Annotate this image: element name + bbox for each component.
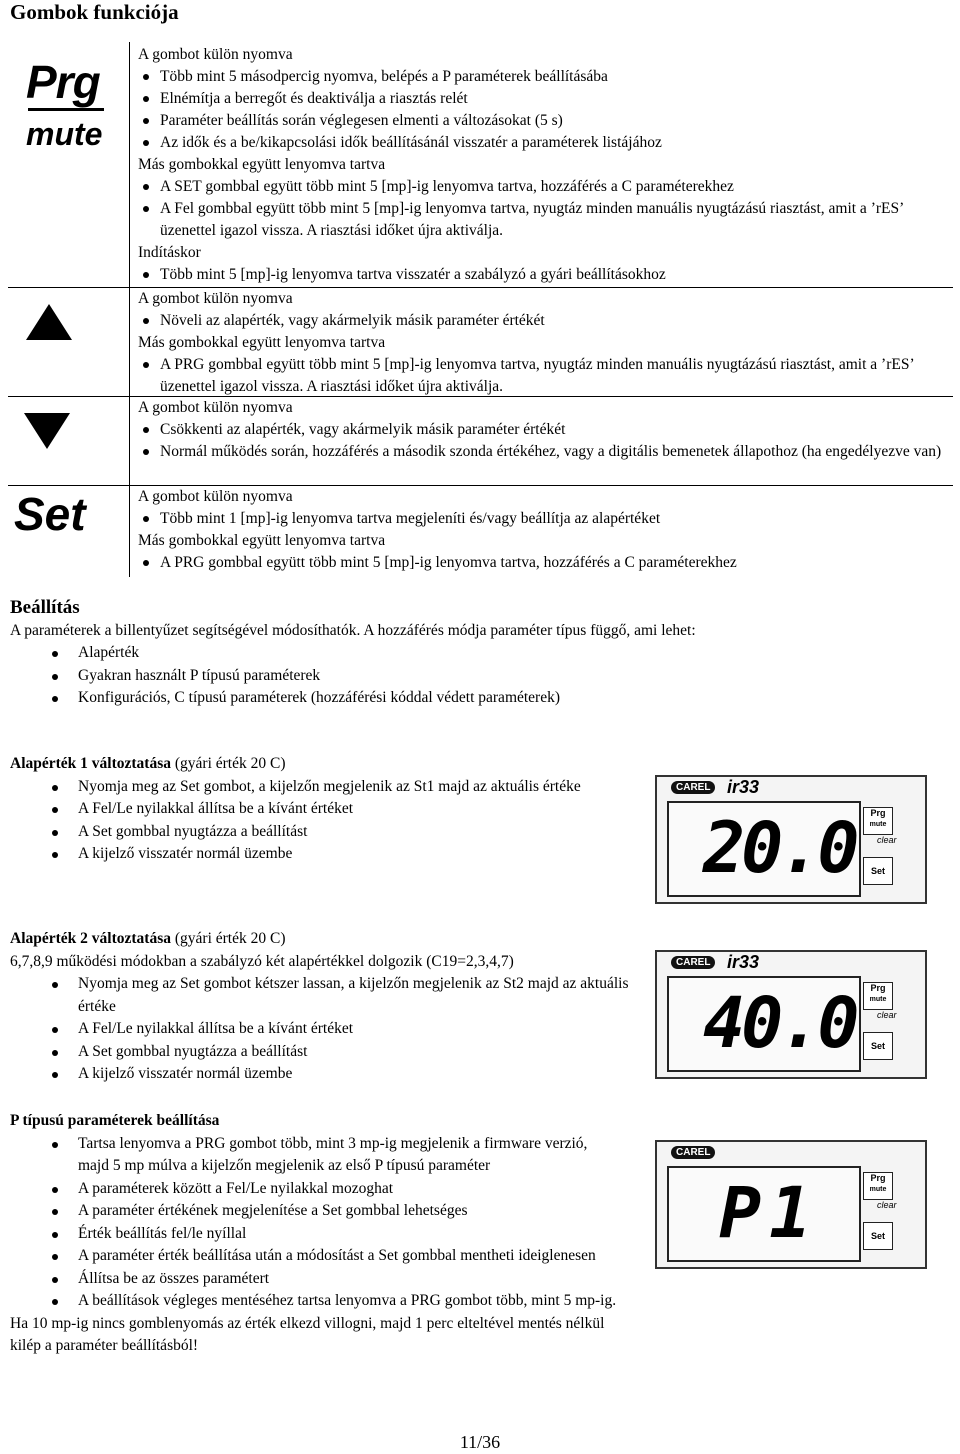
alap2-section: Alapérték 2 változtatása (gyári érték 20 C) 6,7,8,9 működési módokban a szabályzó két alapértékkel dolgozik (C19=2,3,4,7) Nyomja meg az Set gombot kétszer lassan, a kijelzőn megjelenik az St2 majd az aktuális értéke A Fel/Le nyilakkal állítsa be a kívánt értéket A Set gombbal nyugtázza a beállítást A kijelző visszatér normál üzembe xyxy=(10,928,640,1086)
list-item: A Fel/Le nyilakkal állítsa be a kívánt értéket xyxy=(10,798,640,821)
section-title: Alapérték 1 változtatása (gyári érték 20 C) xyxy=(10,755,286,772)
panel-brand: CAREL xyxy=(671,781,715,794)
alap1-section xyxy=(10,753,640,866)
section-title: Beállítás xyxy=(10,597,80,618)
list-item: A PRG gombbal együtt több mint 5 [mp]-ig lenyomva tartva, nyugtáz minden manuális nyugtázású riasztást, amit a ’rES’ üzenettel igazol vissza. A riasztási időket újra aktiválja. xyxy=(138,354,948,398)
set-description: A gombot külön nyomva Több mint 1 [mp]-ig lenyomva tartva megjeleníti és/vagy beállítja az alapértéket Más gombokkal együtt lenyomva tartva A PRG gombbal együtt több mint 5 [mp]-ig lenyomva tartva, hozzáférés a C paraméterekhez xyxy=(138,486,948,574)
set-icon: Set xyxy=(14,488,86,540)
table-row-down xyxy=(8,397,953,486)
set-button[interactable]: Set xyxy=(863,1222,893,1250)
list-item: Több mint 5 [mp]-ig lenyomva tartva visszatér a szabályzó a gyári beállításokhoz xyxy=(138,264,948,286)
list-item: Állítsa be az összes paramétert xyxy=(10,1268,620,1291)
ptipus-section: P típusú paraméterek beállítása Tartsa lenyomva a PRG gombot több, mint 3 mp-ig megjelenik a firmware verzió, majd 5 mp múlva a kijelzőn megjelenik az első P típusú paraméter A paraméterek között a Fel/Le nyilakkal mozoghat A paraméter értékének megjelenítése a Set gombbal lehetséges Érték beállítás fel/le nyíllal A paraméter érték beállítása után a módosítást a Set gombbal mentheti ideiglenesen Állítsa be az összes paramétert A beállítások végleges mentéséhez tartsa lenyomva a PRG gombot több, mint 5 mp-ig. Ha 10 mp-ig nincs gomblenyomás az érték elkezd villogni, majd 1 perc elteltével mentés nélkül kilép a paraméter beállításból! xyxy=(10,1110,950,1358)
prg-button[interactable]: Prg mute xyxy=(863,982,893,1010)
clear-label: clear xyxy=(877,1010,897,1020)
panel-model: ir33 xyxy=(727,952,760,972)
list-item: Növeli az alapérték, vagy akármelyik másik paraméter értékét xyxy=(138,310,948,332)
list-item: A kijelző visszatér normál üzembe xyxy=(10,843,640,866)
list-item: Elnémítja a berregőt és deaktiválja a riasztás relét xyxy=(138,88,948,110)
list-item: A Fel/Le nyilakkal állítsa be a kívánt értéket xyxy=(10,1018,640,1041)
up-description: A gombot külön nyomva Növeli az alapérték, vagy akármelyik másik paraméter értékét Más gombokkal együtt lenyomva tartva A PRG gombbal együtt több mint 5 [mp]-ig lenyomva tartva, nyugtáz minden manuális nyugtázású riasztást, amit a ’rES’ üzenettel igazol vissza. A riasztási időket újra aktiválja. xyxy=(138,288,948,398)
down-description: A gombot külön nyomva Csökkenti az alapérték, vagy akármelyik másik paraméter értékét Normál működés során, hozzáférés a második szonda értékéhez, vagy a digitális bemenetek állapothoz (ha engedélyezve van) xyxy=(138,397,948,463)
section-title: P típusú paraméterek beállítása xyxy=(10,1112,220,1129)
device-panel-2 xyxy=(655,950,927,1079)
set-button[interactable]: Set xyxy=(863,1032,893,1060)
list-item: Normál működés során, hozzáférés a második szonda értékéhez, vagy a digitális bemenetek állapothoz (ha engedélyezve van) xyxy=(138,441,948,463)
list-item: A paraméter értékének megjelenítése a Set gombbal lehetséges xyxy=(10,1200,620,1223)
list-item: A paraméter érték beállítása után a módosítást a Set gombbal mentheti ideiglenesen xyxy=(10,1245,620,1268)
panel-brand: CAREL xyxy=(671,1146,715,1159)
section-title: Alapérték 2 változtatása (gyári érték 20 C) xyxy=(10,930,286,947)
prg-description: A gombot külön nyomva Több mint 5 másodpercig nyomva, belépés a P paraméterek beállításába Elnémítja a berregőt és deaktiválja a riasztás relét Paraméter beállítás során véglegesen elmenti a változásokat (5 s) Az idők és a be/kikapcsolási idők beállításánál visszatér a paraméterek listájához Más gombokkal együtt lenyomva tartva A SET gombbal együtt több mint 5 [mp]-ig lenyomva tartva, hozzáférés a C paraméterekhez A Fel gombbal együtt több mint 5 [mp]-ig lenyomva tartva, nyugtáz minden manuális nyugtázású riasztást, amit a ’rES’ üzenettel igazol vissza. A riasztási időket újra aktiválja. Indításkor Több mint 5 [mp]-ig lenyomva tartva visszatér a szabályzó a gyári beállításokhoz xyxy=(138,44,948,286)
prg-button[interactable]: Prg mute xyxy=(863,1172,893,1200)
prg-button[interactable]: Prg mute xyxy=(863,807,893,835)
panel-model: ir33 xyxy=(727,777,760,797)
set-button[interactable]: Set xyxy=(863,857,893,885)
list-item: Nyomja meg az Set gombot, a kijelzőn megjelenik az St1 majd az aktuális értéke xyxy=(10,776,640,799)
panel-display: P1 xyxy=(667,1166,861,1262)
page-number: 11/36 xyxy=(459,1432,501,1452)
list-item: Több mint 5 másodpercig nyomva, belépés a P paraméterek beállításába xyxy=(138,66,948,88)
panel-display: 40.0 xyxy=(667,976,861,1072)
clear-label: clear xyxy=(877,1200,897,1210)
list-item: Több mint 1 [mp]-ig lenyomva tartva megjeleníti és/vagy beállítja az alapértéket xyxy=(138,508,948,530)
list-item: A PRG gombbal együtt több mint 5 [mp]-ig lenyomva tartva, hozzáférés a C paraméterekhez xyxy=(138,552,948,574)
list-item: A paraméterek között a Fel/Le nyilakkal mozoghat xyxy=(10,1178,620,1201)
list-item: A kijelző visszatér normál üzembe xyxy=(10,1063,640,1086)
table-row-prg xyxy=(8,42,953,288)
list-item: Csökkenti az alapérték, vagy akármelyik másik paraméter értékét xyxy=(138,419,948,441)
clear-label: clear xyxy=(877,835,897,845)
list-item: A beállítások végleges mentéséhez tartsa lenyomva a PRG gombot több, mint 5 mp-ig. xyxy=(10,1290,620,1313)
device-panel-3 xyxy=(655,1140,927,1269)
list-item: Érték beállítás fel/le nyíllal xyxy=(10,1223,620,1246)
panel-brand: CAREL xyxy=(671,956,715,969)
list-item: A Set gombbal nyugtázza a beállítást xyxy=(10,1041,640,1064)
list-item: Konfigurációs, C típusú paraméterek (hozzáférési kóddal védett paraméterek) xyxy=(10,687,950,710)
list-item: A Fel gombbal együtt több mint 5 [mp]-ig lenyomva tartva, nyugtáz minden manuális nyugtázású riasztást, amit a ’rES’ üzenettel igazol vissza. A riasztási időket újra aktiválja. xyxy=(138,198,948,242)
table-row-set xyxy=(8,486,953,576)
list-item: Nyomja meg az Set gombot kétszer lassan, a kijelzőn megjelenik az St2 majd az aktuális értéke xyxy=(10,973,640,1018)
device-panel-1 xyxy=(655,775,927,904)
up-arrow-icon xyxy=(24,302,74,342)
list-item: Tartsa lenyomva a PRG gombot több, mint 3 mp-ig megjelenik a firmware verzió, majd 5 mp múlva a kijelzőn megjelenik az első P típusú paraméter xyxy=(10,1133,620,1178)
list-item: Paraméter beállítás során véglegesen elmenti a változásokat (5 s) xyxy=(138,110,948,132)
list-item: Alapérték xyxy=(10,642,950,665)
list-item: A SET gombbal együtt több mint 5 [mp]-ig lenyomva tartva, hozzáférés a C paraméterekhez xyxy=(138,176,948,198)
list-item: Az idők és a be/kikapcsolási idők beállításánál visszatér a paraméterek listájához xyxy=(138,132,948,154)
list-item: Gyakran használt P típusú paraméterek xyxy=(10,665,950,688)
prg-mute-icon: Prg mute xyxy=(26,56,103,152)
table-row-up xyxy=(8,288,953,397)
beallitas-section: Beállítás A paraméterek a billentyűzet segítségével módosíthatók. A hozzáférés módja paraméter típus függő, ami lehet: Alapérték Gyakran használt P típusú paraméterek Konfigurációs, C típusú paraméterek (hozzáférési kóddal védett paraméterek) xyxy=(10,597,950,710)
down-arrow-icon xyxy=(22,411,72,451)
list-item: A Set gombbal nyugtázza a beállítást xyxy=(10,821,640,844)
page-title: Gombok funkciója xyxy=(10,0,179,24)
panel-display: 20.0 xyxy=(667,801,861,897)
